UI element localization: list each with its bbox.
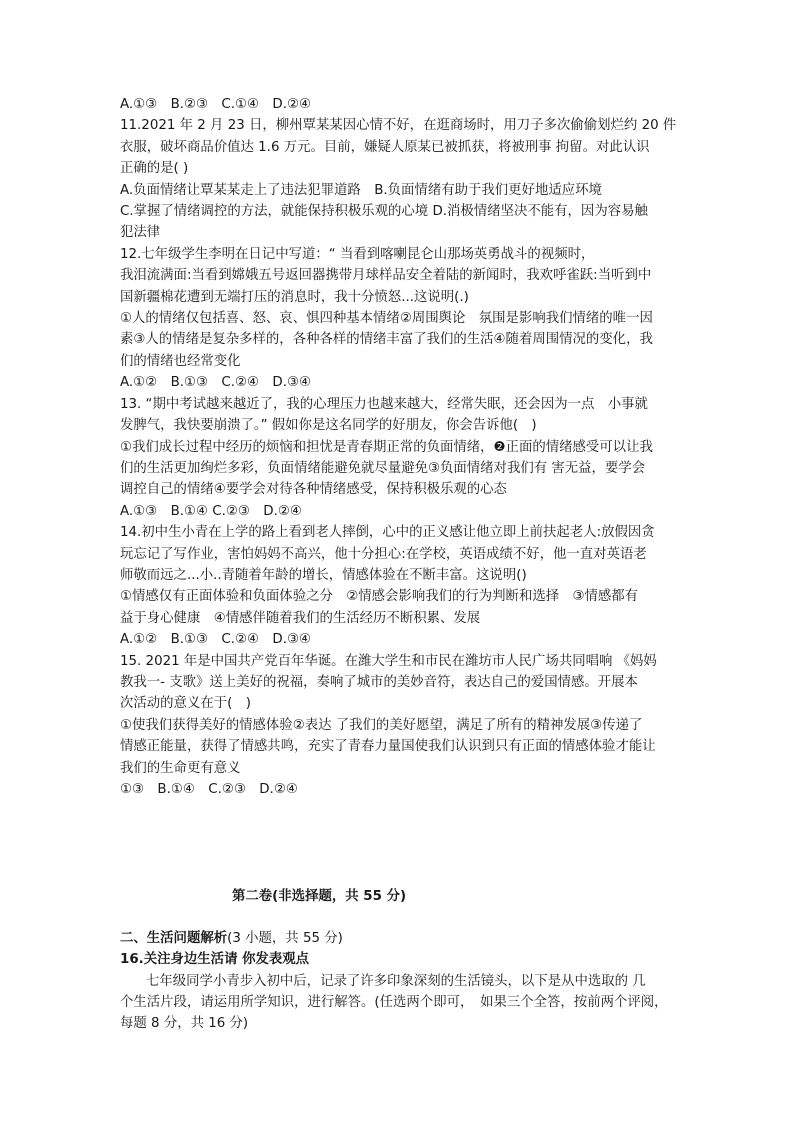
- text-line: 教我一- 支歌》送上美好的祝福，奏响了城市的美妙音符，表达自己的爱国情感。开展本: [120, 674, 638, 690]
- text-line: A.负面情绪让覃某某走上了违法犯罪道路 B.负面情绪有助于我们更好地适应环境: [120, 182, 602, 198]
- document-page: [120, 94, 676, 1035]
- text-line: 每题 8 分，共 16 分): [120, 1016, 249, 1032]
- text-line: ①我们成长过程中经历的烦恼和担忧是青春期正常的负面情绪，❷正面的情绪感受可以让我: [120, 439, 653, 455]
- text-line: ①人的情绪仅包括喜、怒、哀、惧四种基本情绪②周围舆论 氛围是影响我们情绪的唯一因: [120, 311, 653, 327]
- part2-heading-title: 二、生活问题解析: [120, 930, 228, 946]
- text-line: C.掌握了情绪调控的方法，就能保持积极乐观的心境 D.消极情绪坚决不能有，因为容易触: [120, 204, 648, 220]
- text-line: 13. “期中考试越来越近了，我的心理压力也越来越大，经常失眠，还会因为一点 小事就: [120, 396, 648, 412]
- text-line: A.①③ B.②③ C.①④ D.②④: [120, 97, 312, 112]
- text-line: 益于身心健康 ④情感伴随着我们的生活经历不断积累、发展: [120, 610, 481, 626]
- question-block: [120, 94, 676, 800]
- part2-heading: [120, 928, 676, 949]
- text-line: A.①② B.①③ C.②④ D.③④: [120, 632, 312, 648]
- text-line: 师敬而远之...小..青随着年龄的增长，情感体验在不断丰富。这说明(): [120, 567, 527, 583]
- text-line: 14.初中生小青在上学的路上看到老人摔倒，心中的正义感让他立即上前扶起老人:放假因贪: [120, 525, 655, 541]
- text-line: 我泪流满面:当看到嫦娥五号返回器携带月球样品安全着陆的新闻时，我欢呼雀跃:当听到中: [120, 268, 652, 284]
- text-line: A.①③ B.①④ C.②③ D.②④: [120, 503, 302, 519]
- text-line: ①③ B.①④ C.②③ D.②④: [120, 782, 298, 797]
- section-title: 第二卷(非选择题，共 55 分): [232, 889, 407, 905]
- text-line: 个生活片段，请运用所学知识，进行解答。(任选两个即可， 如果三个全答，按前两个评阅，: [120, 995, 668, 1011]
- text-line: 次活动的意义在于( ): [120, 696, 251, 712]
- text-line: 我们的生命更有意义: [120, 760, 241, 776]
- text-line: 们的生活更加绚烂多彩，负面情绪能避免就尽量避免③负面情绪对我们有 害无益，要学会: [120, 460, 646, 476]
- part2-heading-suffix: (3 小题，共 55 分): [227, 930, 343, 946]
- text-line: 11.2021 年 2 月 23 日，柳州覃某某因心情不好，在逛商场时，用刀子多次偷偷划烂约 20 件: [120, 118, 676, 134]
- text-line: 12.七年级学生李明在日记中写道：“ 当看到喀喇昆仑山那场英勇战斗的视频时，: [120, 246, 595, 262]
- text-line: ①情感仅有正面体验和负面体验之分 ②情感会影响我们的行为判断和选择 ③情感都有: [120, 589, 639, 605]
- text-line: 调控自己的情绪④要学会对待各种情绪感受，保持积极乐观的心态: [120, 482, 507, 498]
- blank-space: [120, 800, 676, 886]
- text-line: 正确的是( ): [120, 161, 189, 177]
- text-line: ①使我们获得美好的情感体验②表达 了我们的美好愿望，满足了所有的精神发展③传递了: [120, 717, 643, 733]
- text-line: 衣服，破坏商品价值达 1.6 万元。目前，嫌疑人原某已被抓获，将被刑事 拘留。对此认识: [120, 139, 650, 155]
- text-line: 玩忘记了写作业，害怕妈妈不高兴，他十分担心:在学校，英语成绩不好，他一直对英语老: [120, 546, 647, 562]
- text-line: 情感正能量，获得了情感共鸣，充实了青春力量国使我们认识到只有正面的情感体验才能让: [120, 739, 656, 755]
- text-line: 七年级同学小青步入初中后，记录了许多印象深刻的生活镜头，以下是从中选取的 几: [146, 973, 646, 989]
- text-line: 国新疆棉花遭到无端打压的消息时，我十分愤怒...这说明(.): [120, 289, 469, 305]
- text-line: 素③人的情绪是复杂多样的，各种各样的情绪丰富了我们的生活④随着周围情况的变化，我: [120, 332, 653, 348]
- text-line: A.①② B.①③ C.②④ D.③④: [120, 375, 312, 391]
- text-line: 15. 2021 年是中国共产党百年华诞。在潍大学生和市民在潍坊市人民广场共同唱响 《妈妈: [120, 653, 657, 669]
- q16-heading: 16.关注身边生活请 你发表观点: [120, 952, 310, 968]
- text-line: 发脾气，我快要崩溃了。” 假如你是这名同学的好朋友，你会告诉他( ): [120, 418, 537, 434]
- text-line: 们的情绪也经常变化: [120, 353, 241, 369]
- text-line: 犯法律: [120, 225, 161, 241]
